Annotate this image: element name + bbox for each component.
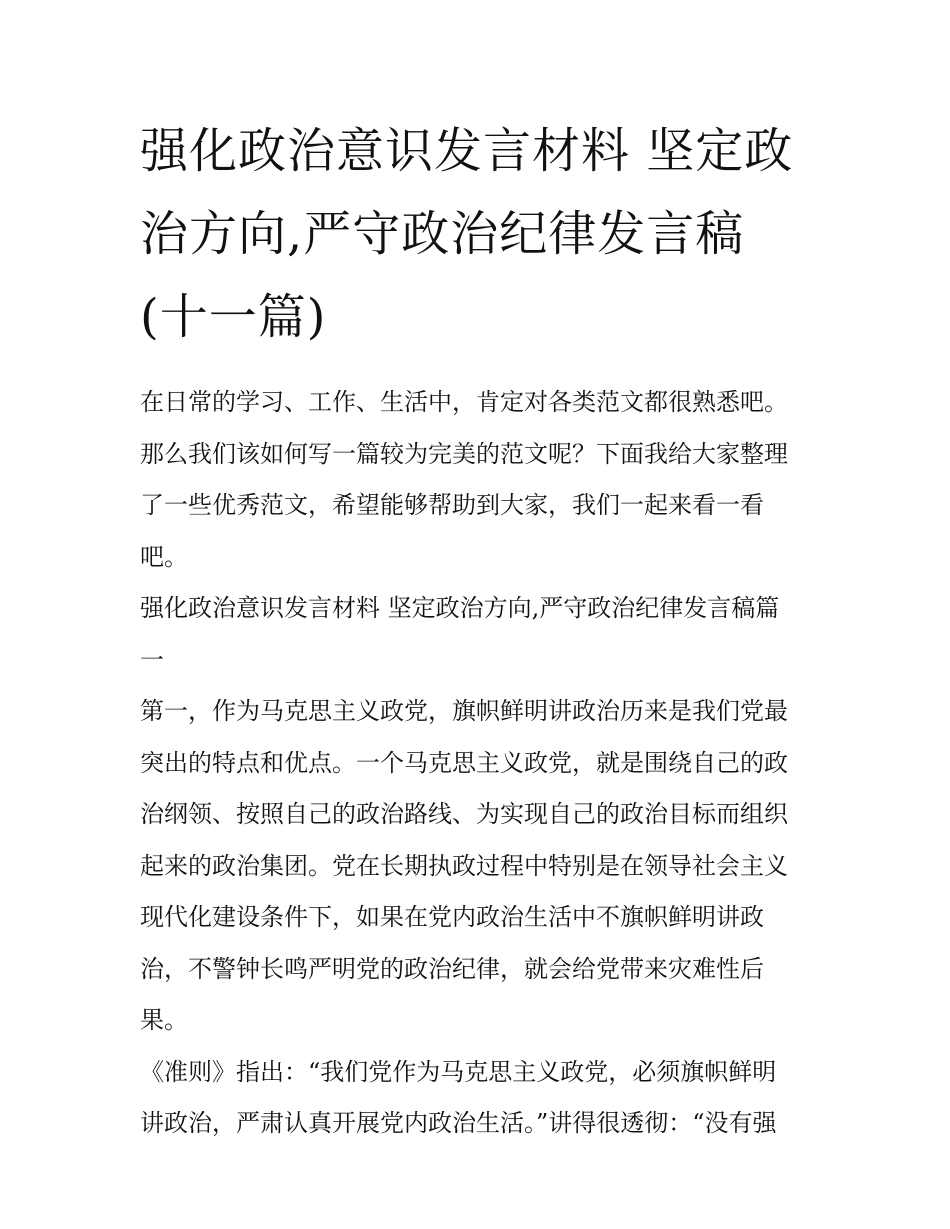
body-paragraph-2 <box>140 1047 812 1150</box>
document-title <box>140 110 812 359</box>
section-heading <box>140 583 812 686</box>
text-line: 治纲领、按照自己的政治路线、为实现自己的政治目标而组织 <box>140 800 788 828</box>
text-line: 第一，作为马克思主义政党，旗帜鲜明讲政治历来是我们党最 <box>140 697 788 725</box>
text-line: 《准则》指出：“我们党作为马克思主义政党，必须旗帜鲜明 <box>140 1057 777 1086</box>
title-line: 强化政治意识发言材料 坚定政 <box>140 123 794 179</box>
text-line: 那么我们该如何写一篇较为完美的范文呢？下面我给大家整理 <box>140 439 788 468</box>
text-line: 治，不警钟长鸣严明党的政治纪律，就会给党带来灾难性后 <box>140 954 764 983</box>
text-line: 起来的政治集团。党在长期执政过程中特别是在领导社会主义 <box>140 851 788 880</box>
text-line: 果。 <box>140 1006 188 1034</box>
title-line: 治方向,严守政治纪律发言稿 <box>140 206 745 262</box>
intro-paragraph <box>140 377 812 583</box>
body-paragraph-1 <box>140 686 812 1047</box>
text-line: 一 <box>140 645 164 674</box>
text-line: 在日常的学习、工作、生活中，肯定对各类范文都很熟悉吧。 <box>140 388 788 416</box>
text-line: 了一些优秀范文，希望能够帮助到大家，我们一起来看一看 <box>140 491 764 519</box>
title-line: (十一篇) <box>140 289 327 345</box>
text-line: 强化政治意识发言材料 坚定政治方向,严守政治纪律发言稿篇 <box>140 594 780 622</box>
text-line: 吧。 <box>140 542 188 571</box>
text-line: 突出的特点和优点。一个马克思主义政党，就是围绕自己的政 <box>140 748 788 777</box>
document-page <box>140 110 812 1150</box>
text-line: 讲政治，严肃认真开展党内政治生活。”讲得很透彻：“没有强 <box>140 1109 777 1137</box>
text-line: 现代化建设条件下，如果在党内政治生活中不旗帜鲜明讲政 <box>140 903 764 931</box>
